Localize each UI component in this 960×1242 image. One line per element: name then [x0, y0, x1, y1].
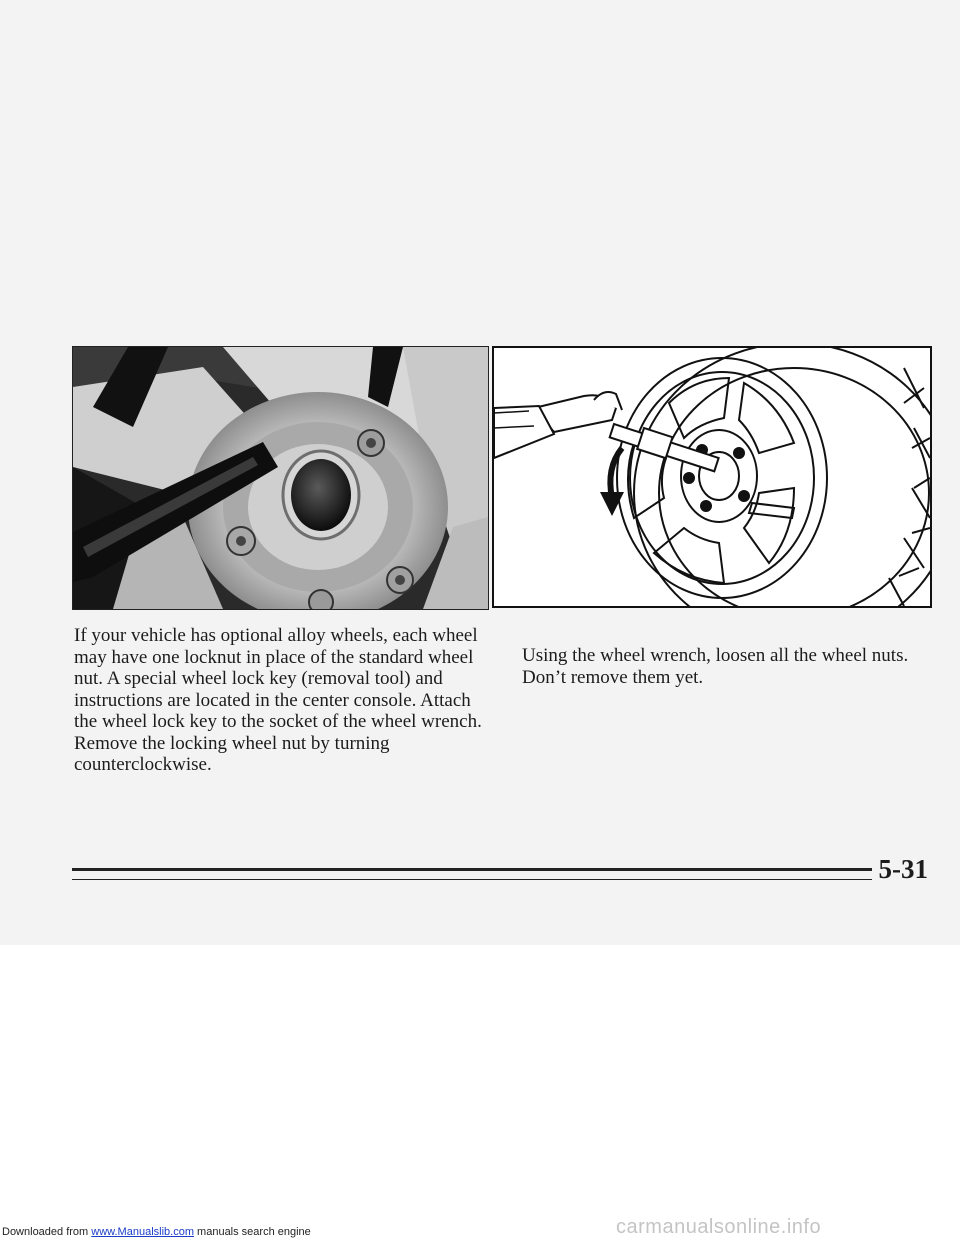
footer-rule-thin	[72, 879, 872, 880]
download-footer	[2, 1226, 311, 1238]
watermark-text: carmanualsonline.info	[616, 1216, 822, 1238]
locknut-instructions-text: If your vehicle has optional alloy wheels, each wheel may have one locknut in place of the standard wheel nut. A special wheel lock key (removal tool) and instructions are located in the center console. Attach the wheel lock key to the socket of the wheel wrench. Remove the locking wheel nut by turning counterclockwise.	[74, 625, 482, 775]
wheel-wrench-illustration	[492, 346, 932, 608]
download-suffix: manuals search engine	[197, 1226, 311, 1238]
footer-rule-thick	[72, 868, 872, 871]
manualslib-link[interactable]: www.Manualslib.com	[91, 1226, 194, 1238]
download-prefix: Downloaded from	[2, 1226, 89, 1238]
alloy-wheel-locknut-photo	[72, 346, 489, 610]
loosen-nuts-text: Using the wheel wrench, loosen all the wheel nuts. Don’t remove them yet.	[522, 645, 909, 688]
page-number: 5-31	[878, 854, 928, 884]
